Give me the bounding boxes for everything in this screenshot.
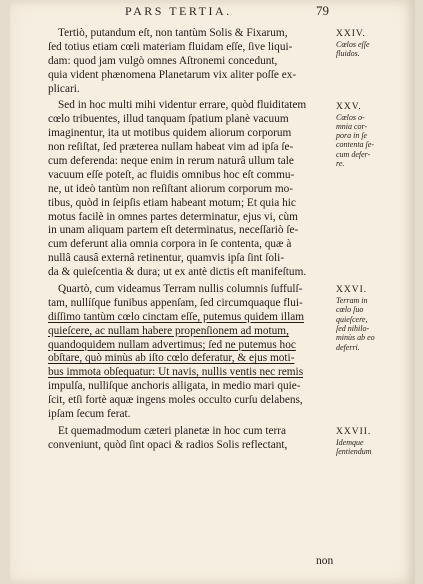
- text-line: ſed totius etiam cœli materiam fluidam eſſe, ſive liqui-: [48, 40, 293, 53]
- margin-note-line: re.: [336, 158, 345, 168]
- text-line: obſtare, quò minùs ab iſto cœlo deferatur, & ejus moti-: [48, 352, 295, 365]
- text-line: conveniunt, quòd ſint opaci & radios Solis reflectant,: [48, 438, 288, 451]
- margin-note-number: XXIV.: [336, 29, 366, 39]
- text-line: bus immota obſequatur: Ut navis, nullis ventis nec remis: [48, 366, 304, 379]
- margin-note-number: XXVII.: [336, 427, 372, 438]
- margin-note-line: fluidos.: [336, 49, 360, 59]
- text-line: tam, nullíſque funibus appenſam, ſed circumquaque flui-: [48, 296, 303, 309]
- margin-note-line: minùs ab eo: [336, 333, 375, 343]
- margin-note-line: deferri.: [336, 342, 360, 352]
- text-line: Quartò, cum videamus Terram nullis columnis ſuffulſ-: [58, 283, 303, 296]
- margin-note-line: quieſcere,: [336, 314, 368, 324]
- text-line: diſſimo tantùm cœlo cinctam eſſe, putemus quidem illam: [48, 310, 305, 323]
- text-line: non reſiſtat, ſed præterea nullam habeat vim ad ipſa ſe-: [48, 141, 294, 154]
- text-line: nullâ causâ externâ retinentur, quamvis ipſa ſint ſoli-: [48, 252, 285, 265]
- text-line: cum deferenda: neque enim in rerum naturâ ullum tale: [48, 155, 294, 168]
- text-line: da & quieſcentia & dura; ut ex antè dictis eſt manifeſtum.: [48, 266, 307, 279]
- catchword: non: [316, 555, 334, 567]
- text-line: imaginentur, ita ut motibus quidem aliorum corporum: [48, 127, 292, 140]
- text-line: impulſa, nulliſque anchoris alligata, in medio mari quie-: [48, 380, 301, 393]
- book-page: [10, 0, 415, 584]
- margin-note-line: Cœlos eſſe: [336, 40, 370, 49]
- margin-note-line: pora in ſe: [336, 131, 368, 141]
- page-number: 79: [316, 3, 329, 18]
- text-line: quia vident phænomena Planetarum vix aliter poſſe ex-: [48, 68, 297, 81]
- text-line: motus facilè in omnes partes determinatur, ejus vi, cùm: [48, 210, 298, 223]
- margin-note: [336, 29, 408, 59]
- text-line: Sed in hoc multi mihi videntur errare, quòd fluiditatem: [58, 99, 307, 112]
- text-line: cœlo tribuentes, illud tanquam ſpatium planè vacuum: [48, 113, 289, 126]
- text-line: ſcit, etſi fortè aquæ ingens moles occulto curſu delabens,: [48, 394, 303, 407]
- text-line: quandoquidem nullam advertimus; ſed ne putemus hoc: [48, 338, 296, 351]
- margin-note: [336, 285, 408, 352]
- text-line: ne, ut ideò tantùm non reſiſtant aliorum corporum mo-: [48, 182, 294, 195]
- margin-note-line: Cœlos o-: [336, 112, 365, 122]
- margin-note-line: cum defer-: [336, 149, 371, 159]
- margin-note-line: Terram in: [336, 296, 368, 306]
- running-title: PARS TERTIA.: [125, 4, 232, 18]
- text-line: plicari.: [48, 82, 80, 95]
- text-line: in unam aliquam partem eſt determinatus, neceſſariò ſe-: [48, 224, 299, 237]
- margin-note-line: ſed nihilo-: [336, 324, 370, 334]
- margin-note-line: Idemque: [336, 438, 364, 448]
- margin-note-line: contenta ſe-: [336, 140, 374, 150]
- margin-note: [336, 427, 408, 457]
- margin-note-line: mnia cor-: [336, 121, 368, 131]
- text-line: vacuum eſſe poteſt, ac fluidis omnibus hoc eſt commu-: [48, 168, 295, 181]
- margin-note: [336, 102, 408, 169]
- margin-note-line: cœlo ſuo: [336, 305, 364, 315]
- text-line: Et quemadmodum cæteri planetæ in hoc cum terra: [58, 424, 287, 437]
- main-text-column: [48, 27, 331, 453]
- text-line: tibus, quòd in ſeipſis etiam habeant motum; Et quia hic: [48, 196, 296, 209]
- text-line: ipſam ſecum ferat.: [48, 408, 131, 421]
- text-line: quieſcere, ac nullam habere propenſionem ad motum,: [48, 324, 289, 337]
- margin-note-number: XXV.: [336, 101, 362, 112]
- text-line: Tertiò, putandum eſt, non tantùm Solis & Fixarum,: [58, 27, 288, 39]
- margin-note-number: XXVI.: [336, 285, 368, 296]
- margin-note-line: ſentiendum: [336, 447, 372, 457]
- text-line: dam: quod jam vulgò omnes Aſtronemi concedunt,: [48, 54, 278, 67]
- text-line: cum deferunt alia omnia corpora in ſe contenta, quæ à: [48, 238, 292, 251]
